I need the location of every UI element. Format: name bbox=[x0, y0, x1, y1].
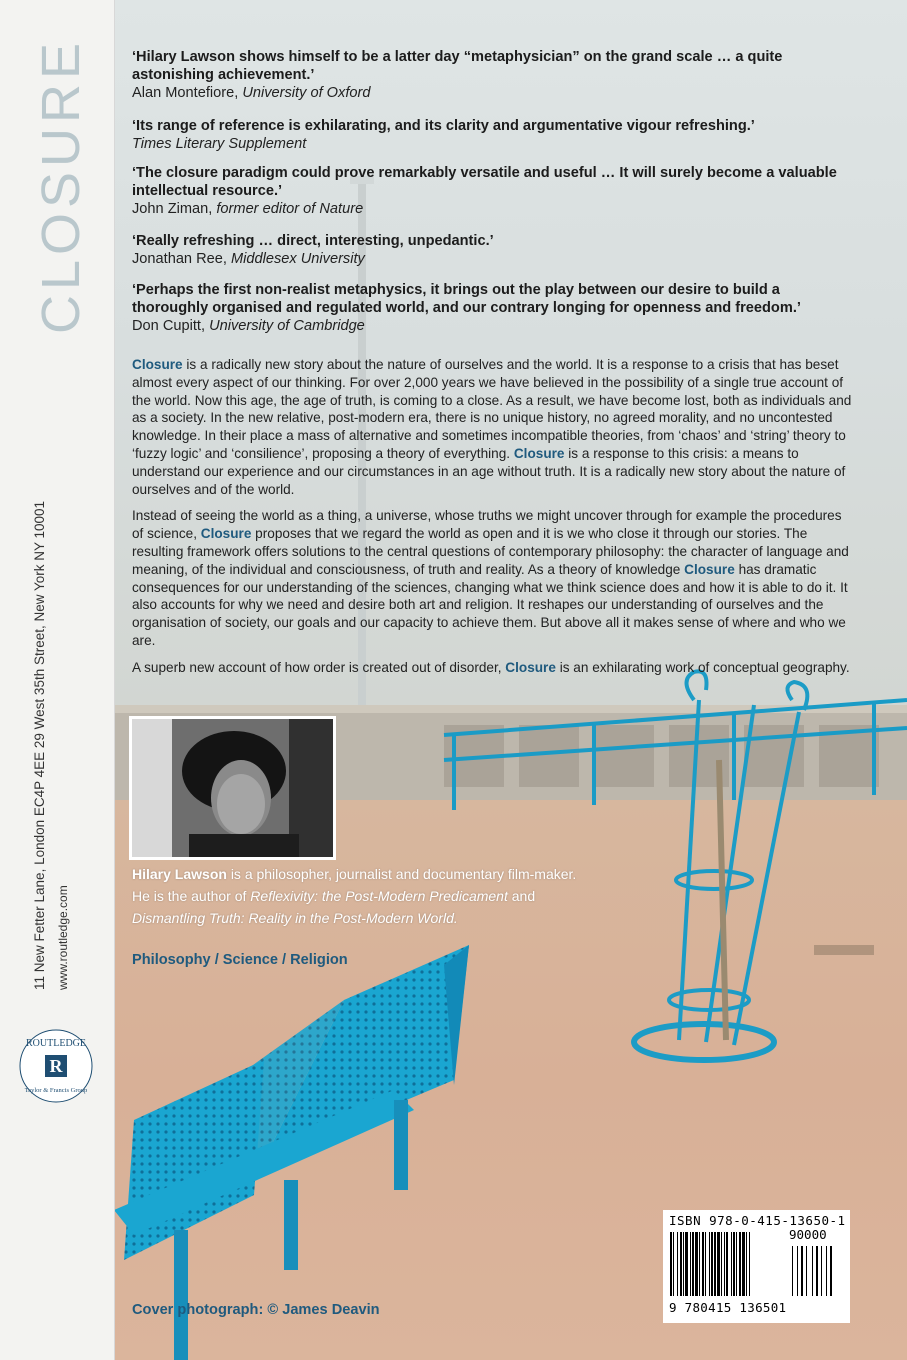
spine-title: CLOSURE bbox=[31, 37, 91, 334]
book-name: Closure bbox=[513, 445, 565, 461]
quote-source: Times Literary Supplement bbox=[132, 136, 307, 152]
logo-name: ROUTLEDGE bbox=[26, 1038, 86, 1049]
blurb-text: A superb new account of how order is created out of disorder, bbox=[132, 659, 502, 675]
quote-text: ‘Its range of reference is exhilarating, and its clarity and argumentative vigour refreshing.’ bbox=[132, 118, 755, 134]
blurb-paragraph bbox=[132, 507, 852, 649]
photo-credit: Cover photograph: © James Deavin bbox=[132, 1302, 380, 1318]
quote-source: Middlesex University bbox=[231, 251, 365, 267]
quote-author: Don Cupitt, bbox=[132, 318, 206, 334]
logo-letter: R bbox=[49, 1056, 63, 1076]
review-quote bbox=[132, 48, 852, 102]
blurb-text: Instead of seeing the world as a thing, a universe, whose truths we might uncover through for example the procedures of science, bbox=[132, 508, 842, 542]
book-name: Closure bbox=[132, 357, 183, 372]
blurb bbox=[132, 356, 852, 677]
quote-source: former editor of Nature bbox=[216, 201, 364, 217]
quote-author: Alan Montefiore, bbox=[132, 85, 239, 101]
review-quote bbox=[132, 281, 852, 335]
review-quote bbox=[132, 117, 852, 153]
author-photo bbox=[129, 716, 336, 860]
barcode-bars bbox=[668, 1228, 848, 1300]
blurb-paragraph bbox=[132, 356, 852, 498]
publisher-website: www.routledge.com bbox=[56, 885, 70, 990]
quote-author: Jonathan Ree, bbox=[132, 251, 227, 267]
author-bio bbox=[132, 863, 576, 929]
price-code: 90000 bbox=[789, 1227, 827, 1242]
spine bbox=[0, 0, 115, 1360]
blurb-text: proposes that we regard the world as open and it is we who close it through our stories. The resulting framework offers solutions to the central questions of contemporary philosophy: the character of language and meaning, of the individual and consciousness, of truth and reality. As a theory of knowledge bbox=[132, 526, 849, 577]
quote-text: ‘The closure paradigm could prove remarkably versatile and useful … It will surely become a valuable intellectual resource.’ bbox=[132, 165, 837, 199]
quote-text: ‘Really refreshing … direct, interesting, unpedantic.’ bbox=[132, 233, 494, 249]
quote-text: ‘Hilary Lawson shows himself to be a latter day “metaphysician” on the grand scale … a quite astonishing achievement.’ bbox=[132, 49, 783, 83]
quote-source: University of Oxford bbox=[242, 85, 371, 101]
book-title: Reflexivity: the Post-Modern Predicament bbox=[250, 888, 508, 904]
book-name: Closure bbox=[505, 659, 556, 675]
blurb-text: has dramatic consequences for our understanding of the sciences, changing what we think science does and how it is able to do it. It also accounts for why we need and desire both art and religion. It reshapes our understanding of ourselves and the organisation of society, our goals and our capacity to achieve them. But above all it makes sense of where and who we are. bbox=[132, 561, 848, 648]
book-title: Dismantling Truth: Reality in the Post-Modern World. bbox=[132, 910, 458, 926]
quote-author: John Ziman, bbox=[132, 201, 213, 217]
blurb-text: is a response to this crisis: a means to understand our experience and our circumstances in an age without truth. It is a radically new story about the nature of ourselves and of the world. bbox=[132, 445, 846, 497]
logo-subtitle: Taylor & Francis Group bbox=[24, 1087, 88, 1094]
publisher-address: 11 New Fetter Lane, London EC4P 4EE 29 West 35th Street, New York NY 10001 bbox=[32, 500, 47, 990]
review-quote bbox=[132, 164, 852, 218]
book-name: Closure bbox=[684, 561, 735, 577]
bio-text: He is the author of bbox=[132, 888, 247, 904]
bio-text: is a philosopher, journalist and documentary film-maker. bbox=[230, 866, 577, 882]
bio-text: and bbox=[511, 888, 536, 904]
book-name: Closure bbox=[200, 526, 252, 542]
blurb-paragraph bbox=[132, 659, 852, 677]
ean-number: 9 780415 136501 bbox=[669, 1300, 787, 1315]
blurb-text: is a radically new story about the nature of ourselves and the world. It is a response to a crisis that has beset almost every aspect of our thinking. For over 2,000 years we have believed in the possibility of a single true account of the world. Now this age, the age of truth, is coming to a close. As a result, we have become lost, both as individuals and as a society. In the new relative, post-modern era, there is no unique history, no agreed morality, and no uncontested knowledge. In their place a mass of alternative and sometimes incompatible theories, from ‘chaos’ and ‘string’ theory to ‘fuzzy logic’ and ‘consilience’, proposing a theory of everything. bbox=[132, 357, 852, 461]
subject-categories: Philosophy / Science / Religion bbox=[132, 952, 348, 968]
quote-text: ‘Perhaps the first non-realist metaphysics, it brings out the play between our desire to build a thoroughly organised and regulated world, and our contrary longing for openness and freedom.’ bbox=[132, 282, 801, 316]
routledge-logo bbox=[18, 1028, 94, 1104]
quote-source: University of Cambridge bbox=[209, 318, 365, 334]
review-quote bbox=[132, 232, 852, 268]
author-name: Hilary Lawson bbox=[132, 866, 227, 882]
isbn-number: ISBN 978-0-415-13650-1 bbox=[669, 1213, 846, 1228]
blurb-text: is an exhilarating work of conceptual geography. bbox=[559, 659, 850, 675]
